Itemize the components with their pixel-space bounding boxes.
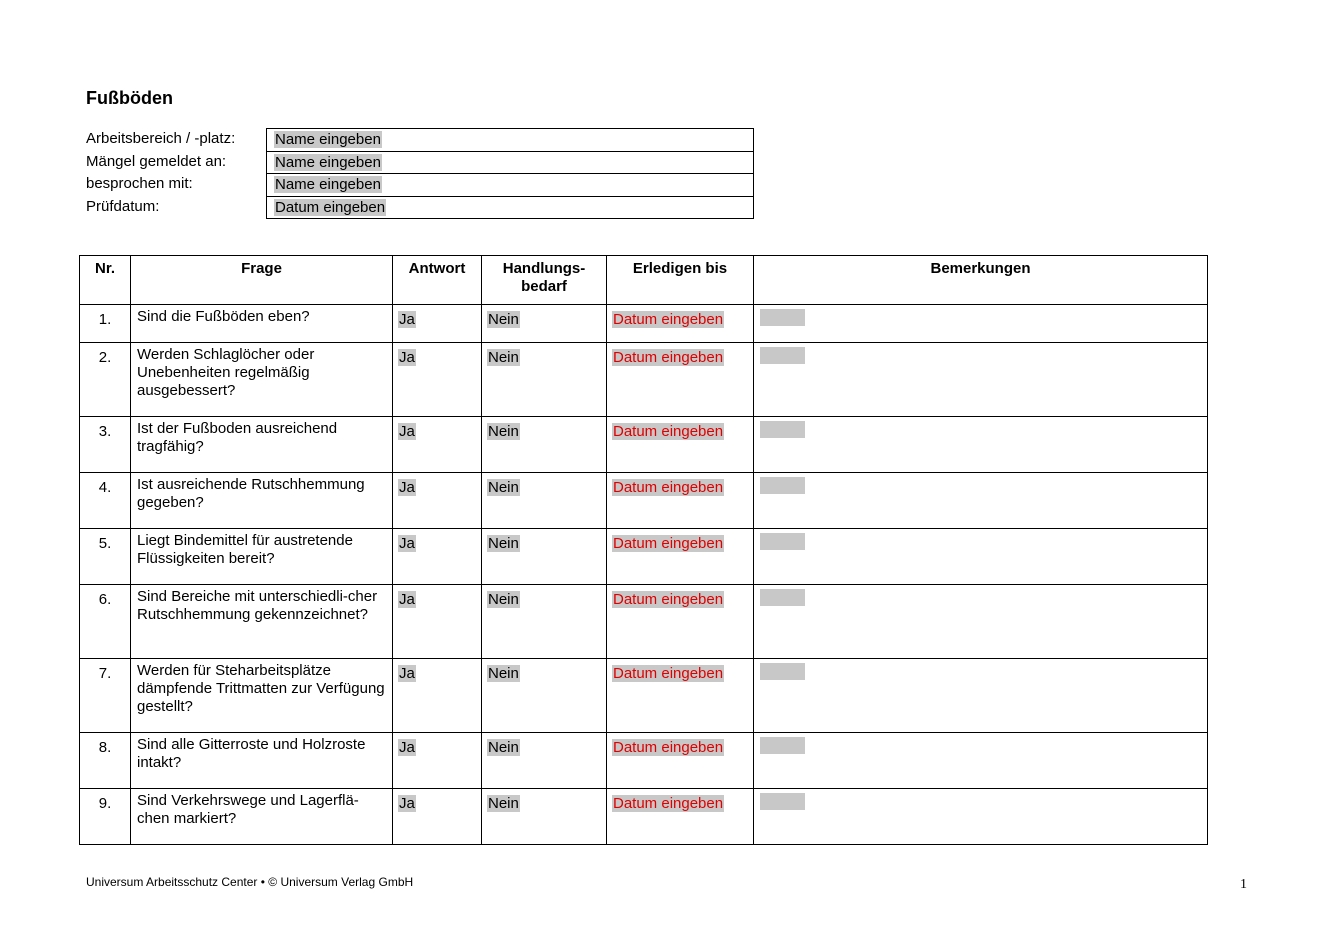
question-text: Liegt Bindemittel für austretende Flüssigkeiten bereit? xyxy=(131,529,393,585)
action-cell xyxy=(482,305,607,343)
remarks-field[interactable] xyxy=(760,663,805,680)
header-frage: Frage xyxy=(131,256,393,305)
answer-field[interactable]: Ja xyxy=(399,423,415,440)
remarks-field[interactable] xyxy=(760,533,805,550)
action-cell xyxy=(482,343,607,417)
besprochen-mit-field[interactable]: Name eingeben xyxy=(275,176,381,193)
remarks-cell xyxy=(754,733,1208,789)
maengel-gemeldet-field[interactable]: Name eingeben xyxy=(275,153,381,171)
header-antwort: Antwort xyxy=(393,256,482,305)
footer-text: Universum Arbeitsschutz Center • © Universum Verlag GmbH xyxy=(86,875,414,889)
action-needed-field[interactable]: Nein xyxy=(488,795,519,812)
action-needed-field[interactable]: Nein xyxy=(488,479,519,496)
answer-cell xyxy=(393,473,482,529)
header-row xyxy=(80,256,1208,305)
due-date-cell xyxy=(607,343,754,417)
remarks-field[interactable] xyxy=(760,421,805,438)
answer-field[interactable]: Ja xyxy=(399,535,415,552)
table-row xyxy=(80,659,1208,733)
question-text: Sind alle Gitterroste und Holzroste intakt? xyxy=(131,733,393,789)
action-needed-field[interactable]: Nein xyxy=(488,423,519,440)
due-date-cell xyxy=(607,659,754,733)
answer-cell xyxy=(393,733,482,789)
action-cell xyxy=(482,585,607,659)
action-cell xyxy=(482,529,607,585)
due-date-field[interactable]: Datum eingeben xyxy=(613,423,724,440)
meta-label-pruefdatum: Prüfdatum: xyxy=(86,197,160,215)
row-number: 2. xyxy=(80,343,131,417)
due-date-field[interactable]: Datum eingeben xyxy=(613,349,724,366)
question-text: Ist ausreichende Rutschhemmung gegeben? xyxy=(131,473,393,529)
answer-cell xyxy=(393,343,482,417)
action-cell xyxy=(482,789,607,845)
table-row xyxy=(80,305,1208,343)
answer-cell xyxy=(393,789,482,845)
table-row xyxy=(80,529,1208,585)
remarks-cell xyxy=(754,343,1208,417)
table-row xyxy=(80,585,1208,659)
action-cell xyxy=(482,659,607,733)
meta-row xyxy=(267,152,753,175)
meta-fields xyxy=(266,128,754,219)
table-row xyxy=(80,733,1208,789)
answer-field[interactable]: Ja xyxy=(399,311,415,328)
remarks-cell xyxy=(754,305,1208,343)
meta-label-arbeitsbereich: Arbeitsbereich / -platz: xyxy=(86,130,236,147)
due-date-field[interactable]: Datum eingeben xyxy=(613,311,724,328)
table-row xyxy=(80,343,1208,417)
remarks-cell xyxy=(754,417,1208,473)
table-row xyxy=(80,473,1208,529)
remarks-field[interactable] xyxy=(760,347,805,364)
question-text: Werden Schlaglöcher oder Unebenheiten regelmäßig ausgebessert? xyxy=(131,343,393,417)
remarks-field[interactable] xyxy=(760,309,805,326)
remarks-cell xyxy=(754,473,1208,529)
due-date-field[interactable]: Datum eingeben xyxy=(613,795,724,812)
answer-cell xyxy=(393,659,482,733)
due-date-field[interactable]: Datum eingeben xyxy=(613,591,724,608)
due-date-cell xyxy=(607,305,754,343)
answer-cell xyxy=(393,305,482,343)
row-number: 9. xyxy=(80,789,131,845)
due-date-field[interactable]: Datum eingeben xyxy=(613,535,724,552)
remarks-field[interactable] xyxy=(760,793,805,810)
row-number: 7. xyxy=(80,659,131,733)
answer-field[interactable]: Ja xyxy=(399,591,415,608)
remarks-cell xyxy=(754,659,1208,733)
due-date-field[interactable]: Datum eingeben xyxy=(613,479,724,496)
checklist-table xyxy=(79,255,1208,845)
pruefdatum-field[interactable]: Datum eingeben xyxy=(275,198,386,216)
action-needed-field[interactable]: Nein xyxy=(488,591,519,608)
header-bemerkungen: Bemerkungen xyxy=(754,256,1208,305)
answer-field[interactable]: Ja xyxy=(399,479,415,496)
row-number: 1. xyxy=(80,305,131,343)
action-needed-field[interactable]: Nein xyxy=(488,739,519,756)
due-date-cell xyxy=(607,417,754,473)
row-number: 5. xyxy=(80,529,131,585)
row-number: 3. xyxy=(80,417,131,473)
due-date-cell xyxy=(607,529,754,585)
action-cell xyxy=(482,473,607,529)
row-number: 8. xyxy=(80,733,131,789)
meta-labels xyxy=(86,129,235,219)
remarks-cell xyxy=(754,789,1208,845)
meta-row xyxy=(267,197,753,220)
answer-cell xyxy=(393,585,482,659)
remarks-field[interactable] xyxy=(760,737,805,754)
row-number: 4. xyxy=(80,473,131,529)
action-needed-field[interactable]: Nein xyxy=(488,535,519,552)
meta-label-maengel: Mängel gemeldet an: xyxy=(86,152,227,170)
action-cell xyxy=(482,417,607,473)
question-text: Sind die Fußböden eben? xyxy=(131,305,393,343)
answer-field[interactable]: Ja xyxy=(399,795,415,812)
due-date-cell xyxy=(607,789,754,845)
action-needed-field[interactable]: Nein xyxy=(488,665,519,682)
action-needed-field[interactable]: Nein xyxy=(488,349,519,366)
remarks-cell xyxy=(754,529,1208,585)
remarks-field[interactable] xyxy=(760,589,805,606)
question-text: Sind Verkehrswege und Lagerflä-chen markiert? xyxy=(131,789,393,845)
table-row xyxy=(80,789,1208,845)
due-date-field[interactable]: Datum eingeben xyxy=(613,739,724,756)
question-text: Ist der Fußboden ausreichend tragfähig? xyxy=(131,417,393,473)
due-date-field[interactable]: Datum eingeben xyxy=(613,665,724,682)
arbeitsbereich-field[interactable]: Name eingeben xyxy=(275,131,381,148)
table-row xyxy=(80,417,1208,473)
header-handlungsbedarf: Handlungs-bedarf xyxy=(482,256,607,305)
answer-cell xyxy=(393,417,482,473)
question-text: Sind Bereiche mit unterschiedli-cher Rutschhemmung gekennzeichnet? xyxy=(131,585,393,659)
answer-cell xyxy=(393,529,482,585)
action-cell xyxy=(482,733,607,789)
answer-field[interactable]: Ja xyxy=(399,349,415,366)
page-title: Fußböden xyxy=(86,88,173,108)
due-date-cell xyxy=(607,473,754,529)
meta-row xyxy=(267,129,753,152)
question-text: Werden für Steharbeitsplätze dämpfende Trittmatten zur Verfügung gestellt? xyxy=(131,659,393,733)
answer-field[interactable]: Ja xyxy=(399,665,415,682)
meta-row xyxy=(267,174,753,197)
remarks-field[interactable] xyxy=(760,477,805,494)
due-date-cell xyxy=(607,585,754,659)
action-needed-field[interactable]: Nein xyxy=(488,311,519,328)
meta-label-besprochen: besprochen mit: xyxy=(86,175,193,192)
remarks-cell xyxy=(754,585,1208,659)
header-nr: Nr. xyxy=(80,256,131,305)
page-number: 1 xyxy=(1240,877,1247,892)
answer-field[interactable]: Ja xyxy=(399,739,415,756)
header-erledigen-bis: Erledigen bis xyxy=(607,256,754,305)
due-date-cell xyxy=(607,733,754,789)
row-number: 6. xyxy=(80,585,131,659)
